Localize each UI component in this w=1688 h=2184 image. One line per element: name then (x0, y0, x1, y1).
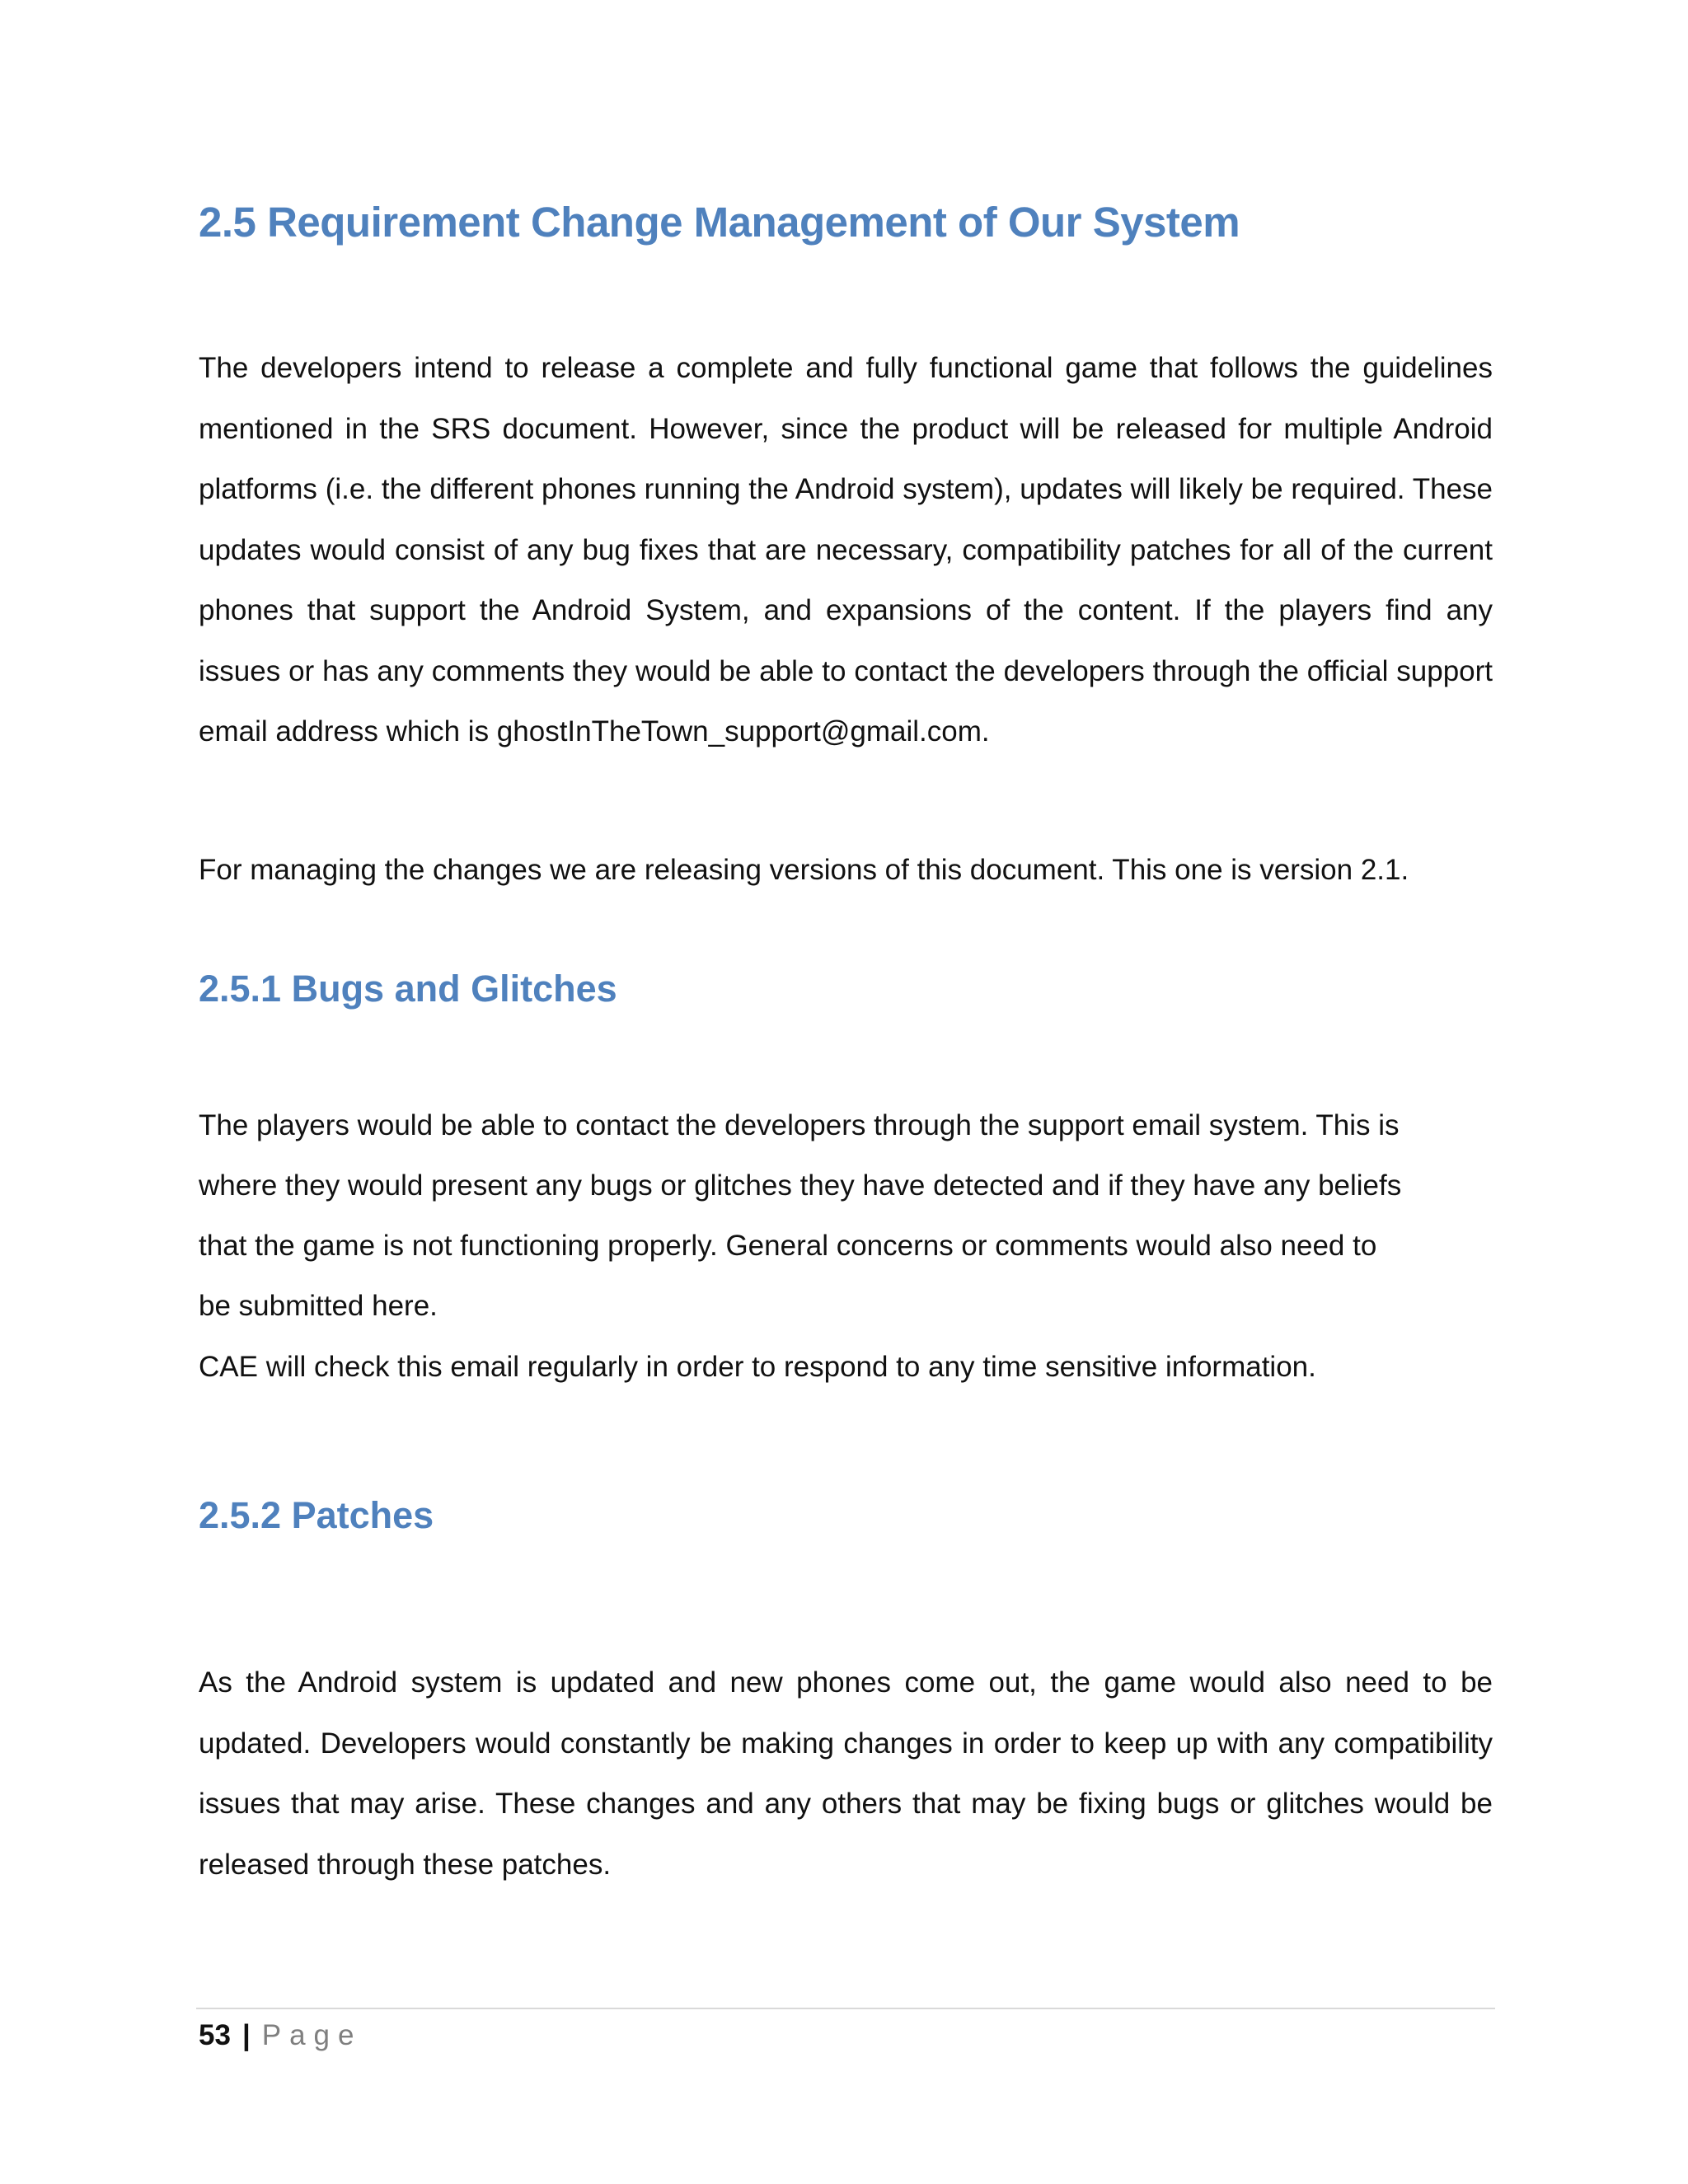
bugs-line-3: that the game is not functioning properly. General concerns or comments would also need to (199, 1230, 1377, 1262)
section-heading: 2.5 Requirement Change Management of Our System (199, 199, 1240, 246)
bugs-line-1: The players would be able to contact the developers through the support email system. This is (199, 1109, 1400, 1141)
bugs-line-4: be submitted here. (199, 1290, 438, 1322)
page-footer (199, 2011, 362, 2060)
page-number: 53 (199, 2019, 231, 2051)
patches-paragraph: As the Android system is updated and new phones come out, the game would also need to be updated. Developers would constantly be making changes in order to keep up with any compatibility issues that may arise. These changes and any others that may be fixing bugs or glitches would be released through these patches. (199, 1666, 1493, 1881)
section-intro-paragraph: The developers intend to release a complete and fully functional game that follows the guidelines mentioned in the SRS document. However, since the product will be released for multiple Android platforms (i.e. the different phones running the Android system), updates will likely be required. These updates would consist of any bug fixes that are necessary, compatibility patches for all of the current phones that support the Android System, and expansions of the content. If the players find any issues or has any comments they would be able to contact the developers through the official support email address which is ghostInTheTown_support@gmail.com. (199, 352, 1493, 748)
footer-separator: | (241, 2019, 251, 2051)
page-label: Page (261, 2019, 363, 2051)
subsection-heading-patches: 2.5.2 Patches (199, 1494, 434, 1536)
subsection-heading-bugs: 2.5.1 Bugs and Glitches (199, 968, 617, 1010)
bugs-line-2: where they would present any bugs or glitches they have detected and if they have any beliefs (199, 1169, 1402, 1202)
bugs-line-5: CAE will check this email regularly in order to respond to any time sensitive information. (199, 1351, 1316, 1383)
footer-divider (196, 2008, 1495, 2009)
version-paragraph: For managing the changes we are releasing versions of this document. This one is version 2.1. (199, 854, 1409, 886)
